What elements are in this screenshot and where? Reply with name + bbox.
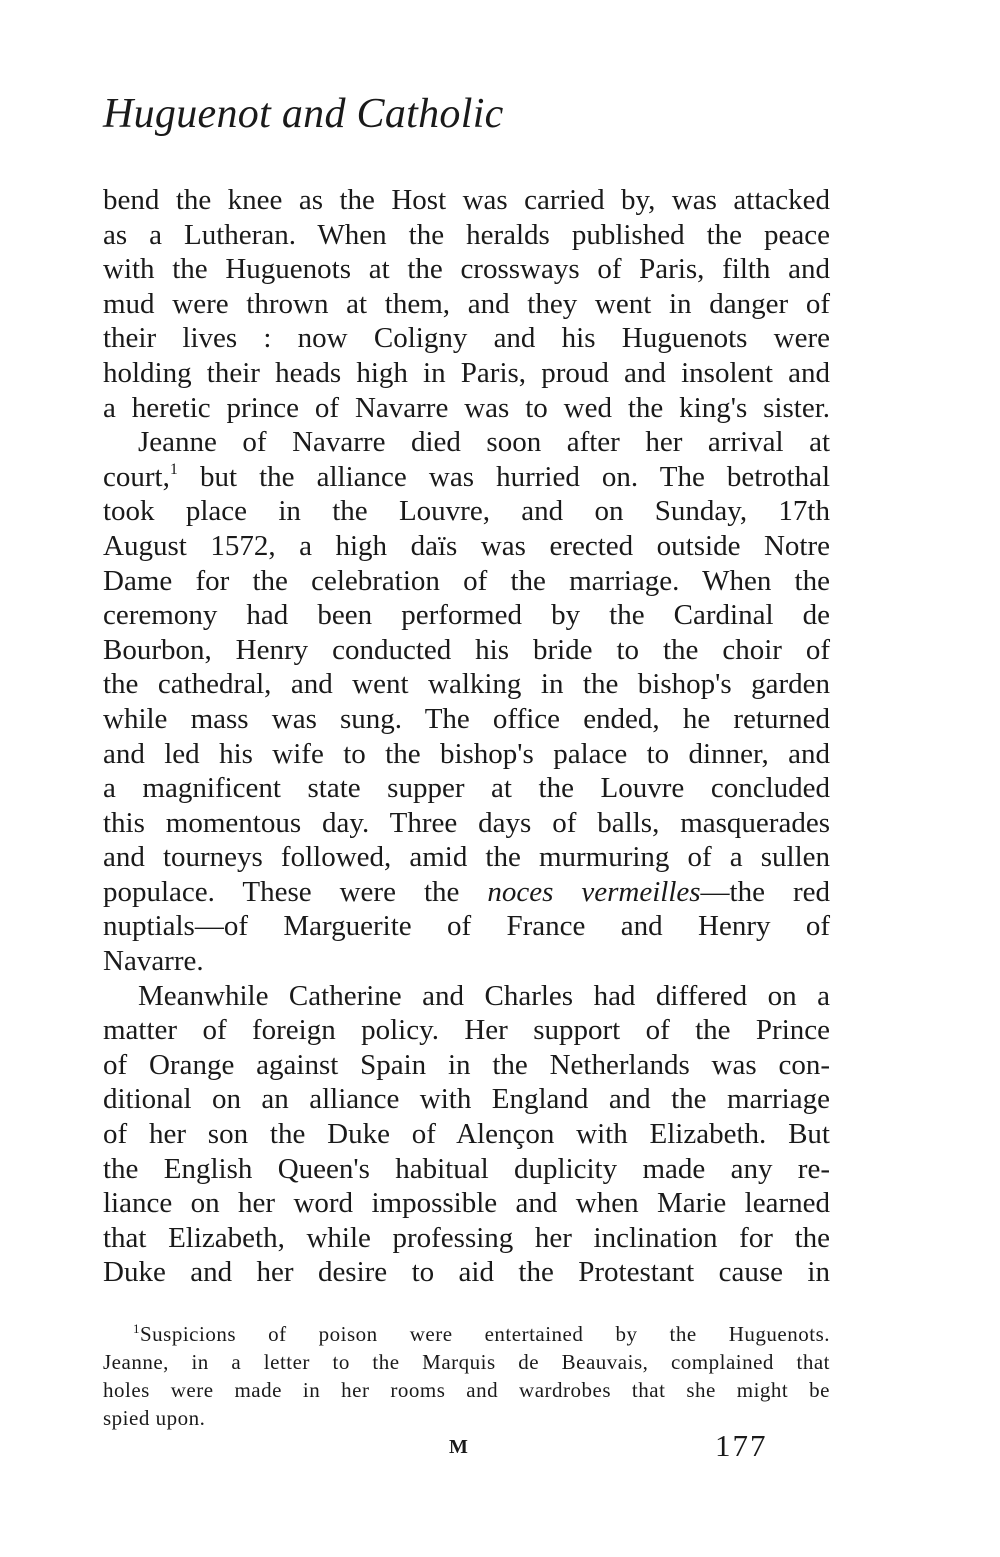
text-segment: —the red: [700, 875, 830, 908]
text-line: ditional on an alliance with England and the marriage: [103, 1083, 830, 1116]
text-line: their lives : now Coligny and his Huguenots were: [103, 322, 830, 355]
paragraph-2: [103, 425, 830, 979]
text-segment: but the alliance was hurried on. The betrothal: [177, 460, 830, 493]
text-line: and tourneys followed, amid the murmuring of a sullen: [103, 841, 830, 874]
text-segment: populace. These were the: [103, 875, 488, 908]
text-line: August 1572, a high daïs was erected outside Notre: [103, 529, 830, 562]
body-text: [103, 183, 830, 1290]
text-line: nuptials—of Marguerite of France and Henry of: [103, 910, 830, 943]
text-line: Bourbon, Henry conducted his bride to the choir of: [103, 633, 830, 666]
running-title: Huguenot and Catholic: [103, 91, 504, 137]
text-line: this momentous day. Three days of balls, masquerades: [103, 806, 830, 839]
text-line: Duke and her desire to aid the Protestant cause in: [103, 1256, 830, 1289]
text-line: liance on her word impossible and when Marie learned: [103, 1187, 830, 1220]
footnote-reference: 1: [169, 460, 178, 478]
text-line: the cathedral, and went walking in the bishop's garden: [103, 668, 830, 701]
signature-mark: M: [449, 1436, 469, 1458]
text-line: bend the knee as the Host was carried by, was attacked: [103, 184, 830, 216]
text-line: that Elizabeth, while professing her inclination for the: [103, 1221, 830, 1254]
footnote-line: spied upon.: [103, 1406, 206, 1430]
text-line: of Orange against Spain in the Netherlands was con-: [103, 1048, 830, 1081]
text-line: of her son the Duke of Alençon with Elizabeth. But: [103, 1118, 830, 1151]
text-line: as a Lutheran. When the heralds published the peace: [103, 218, 830, 251]
footnote-line: [103, 1320, 830, 1348]
text-line: a heretic prince of Navarre was to wed the king's sister.: [103, 391, 830, 424]
text-line: with the Huguenots at the crossways of Paris, filth and: [103, 253, 830, 286]
text-line: holding their heads high in Paris, proud and insolent and: [103, 356, 830, 389]
footnote-line: holes were made in her rooms and wardrobes that she might be: [103, 1378, 830, 1402]
text-line: [103, 875, 830, 910]
text-line: a magnificent state supper at the Louvre concluded: [103, 772, 830, 805]
text-line: and led his wife to the bishop's palace to dinner, and: [103, 737, 830, 770]
text-line: took place in the Louvre, and on Sunday, 17th: [103, 495, 830, 528]
text-line: Meanwhile Catherine and Charles had differed on a: [138, 979, 830, 1012]
paragraph-1: [103, 183, 830, 425]
text-line: ceremony had been performed by the Cardinal de: [103, 599, 830, 632]
text-line: while mass was sung. The office ended, he returned: [103, 702, 830, 735]
text-line: matter of foreign policy. Her support of the Prince: [103, 1014, 830, 1047]
text-segment: court,: [103, 460, 170, 493]
footnote: [103, 1320, 830, 1432]
text-line: [103, 460, 830, 495]
paragraph-3: [103, 979, 830, 1290]
text-line: Dame for the celebration of the marriage. When the: [103, 564, 830, 597]
footnote-mark: 1: [133, 1321, 140, 1336]
text-line: mud were thrown at them, and they went in danger of: [103, 287, 830, 320]
italic-phrase: noces vermeilles: [487, 875, 701, 908]
text-line: Navarre.: [103, 945, 204, 978]
text-line: the English Queen's habitual duplicity made any re-: [103, 1152, 830, 1185]
footnote-line: Jeanne, in a letter to the Marquis de Beauvais, complained that: [103, 1350, 830, 1374]
text-segment: Suspicions of poison were entertained by the Huguenots.: [140, 1322, 830, 1346]
page-number: 177: [715, 1428, 768, 1463]
text-line: Jeanne of Navarre died soon after her arrival at: [138, 426, 830, 459]
